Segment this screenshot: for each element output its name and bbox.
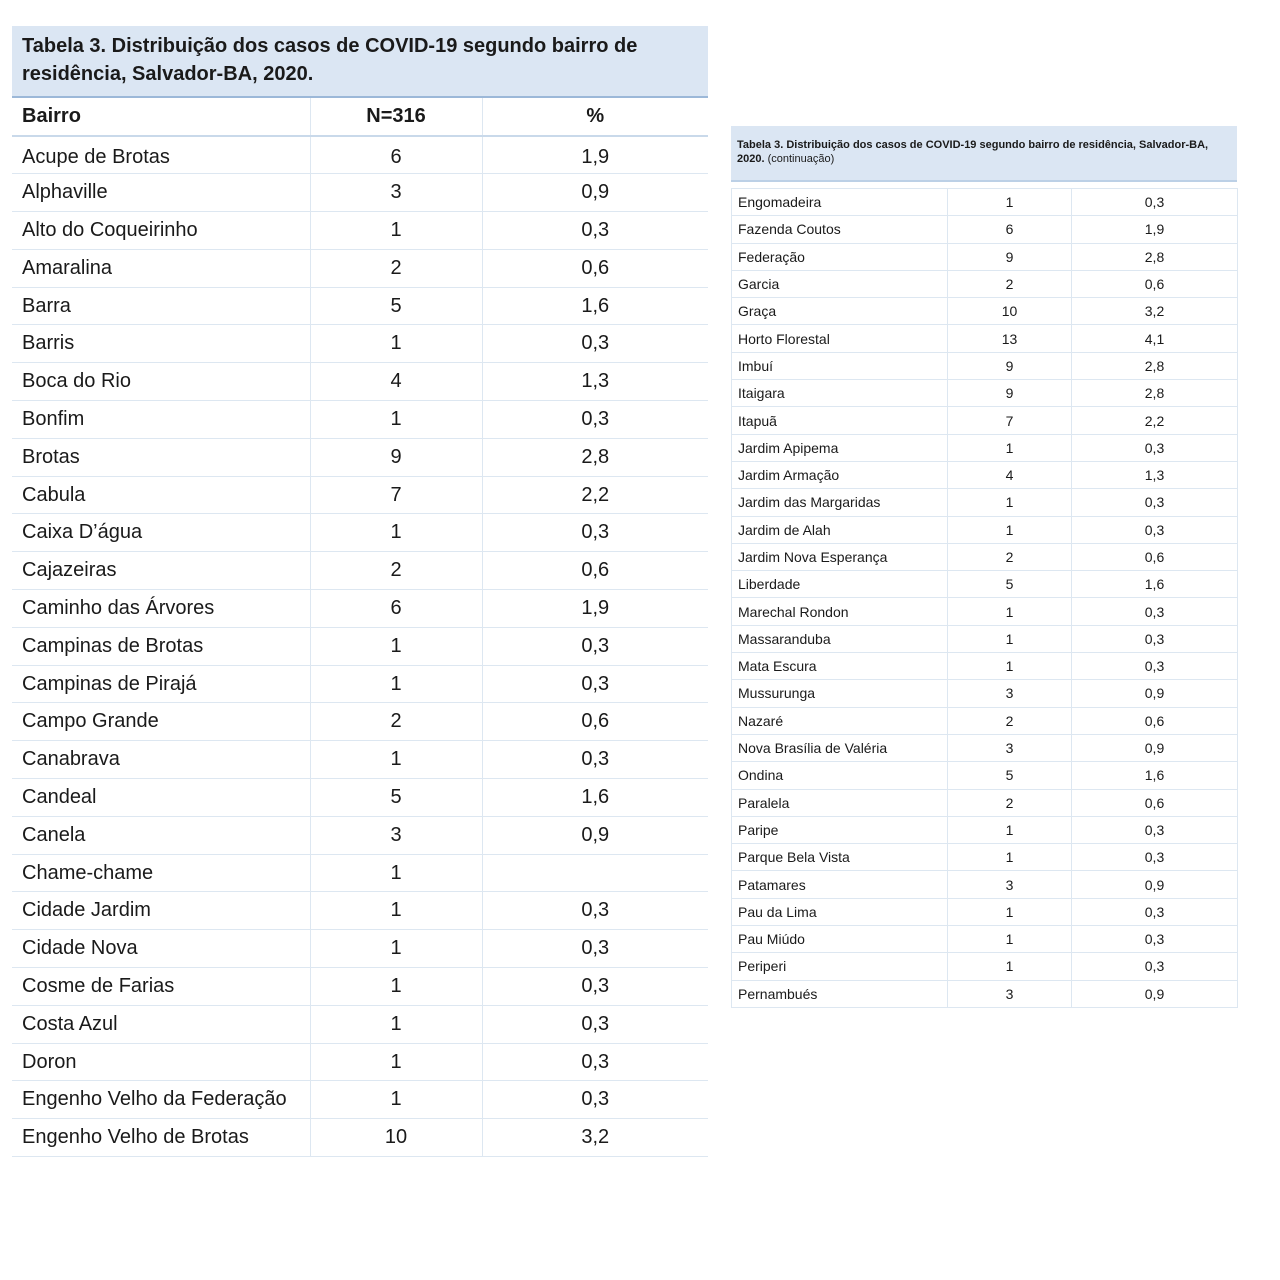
cell-bairro: Cidade Jardim	[12, 892, 310, 930]
cell-percent: 0,3	[482, 1043, 708, 1081]
table-row	[12, 287, 708, 325]
cell-percent: 0,6	[1072, 270, 1238, 297]
cell-n: 5	[948, 571, 1072, 598]
table-row	[732, 789, 1238, 816]
table-row	[732, 598, 1238, 625]
cell-bairro: Garcia	[732, 270, 948, 297]
cell-percent: 4,1	[1072, 325, 1238, 352]
cell-bairro: Jardim das Margaridas	[732, 489, 948, 516]
table-body	[732, 189, 1238, 1008]
cell-percent: 0,9	[1072, 871, 1238, 898]
cell-percent: 0,3	[482, 930, 708, 968]
cell-n: 1	[948, 953, 1072, 980]
table-row	[12, 325, 708, 363]
table-row	[732, 352, 1238, 379]
cell-bairro: Campinas de Brotas	[12, 627, 310, 665]
table-row	[732, 680, 1238, 707]
cell-n: 1	[948, 598, 1072, 625]
cell-n: 7	[948, 407, 1072, 434]
cell-n: 1	[310, 930, 482, 968]
table-row	[732, 298, 1238, 325]
cell-n: 9	[948, 243, 1072, 270]
cell-percent: 0,9	[1072, 680, 1238, 707]
cell-n: 13	[948, 325, 1072, 352]
table-row	[12, 438, 708, 476]
table-row	[732, 707, 1238, 734]
table-title-continuation	[731, 126, 1237, 182]
cell-n: 2	[310, 249, 482, 287]
cell-n: 1	[310, 627, 482, 665]
cell-bairro: Nazaré	[732, 707, 948, 734]
cell-percent: 1,3	[482, 363, 708, 401]
table-row	[732, 216, 1238, 243]
cell-percent: 2,8	[1072, 243, 1238, 270]
cell-bairro: Imbuí	[732, 352, 948, 379]
cell-percent: 0,3	[1072, 434, 1238, 461]
cell-n: 1	[310, 325, 482, 363]
cell-bairro: Engenho Velho de Brotas	[12, 1119, 310, 1157]
cell-percent: 0,3	[1072, 816, 1238, 843]
cell-bairro: Ondina	[732, 762, 948, 789]
table-row	[732, 816, 1238, 843]
cell-bairro: Marechal Rondon	[732, 598, 948, 625]
cell-n: 1	[310, 665, 482, 703]
cell-percent: 2,8	[1072, 380, 1238, 407]
cell-percent: 1,3	[1072, 461, 1238, 488]
table-row	[12, 174, 708, 212]
cell-percent: 0,9	[482, 816, 708, 854]
cell-bairro: Campo Grande	[12, 703, 310, 741]
cell-percent: 0,3	[1072, 844, 1238, 871]
cell-percent: 1,6	[1072, 571, 1238, 598]
cell-bairro: Doron	[12, 1043, 310, 1081]
cell-percent: 0,6	[1072, 543, 1238, 570]
cell-bairro: Horto Florestal	[732, 325, 948, 352]
table-row	[732, 571, 1238, 598]
cell-bairro: Pau da Lima	[732, 898, 948, 925]
cell-n: 5	[310, 779, 482, 817]
cell-percent: 0,3	[1072, 953, 1238, 980]
cell-bairro: Paripe	[732, 816, 948, 843]
cell-bairro: Brotas	[12, 438, 310, 476]
cell-percent: 1,6	[482, 287, 708, 325]
cell-percent: 0,3	[482, 741, 708, 779]
cell-bairro: Parque Bela Vista	[732, 844, 948, 871]
cell-bairro: Alto do Coqueirinho	[12, 212, 310, 250]
cell-n: 1	[310, 1043, 482, 1081]
table-row	[732, 516, 1238, 543]
cell-n: 1	[310, 892, 482, 930]
table-row	[12, 968, 708, 1006]
table-row	[12, 816, 708, 854]
cell-percent: 2,2	[482, 476, 708, 514]
cell-percent: 0,6	[482, 552, 708, 590]
cell-n: 1	[948, 653, 1072, 680]
cell-bairro: Engomadeira	[732, 189, 948, 216]
table-row	[12, 627, 708, 665]
cell-n: 3	[948, 871, 1072, 898]
table-row	[732, 270, 1238, 297]
cell-bairro: Cabula	[12, 476, 310, 514]
cell-percent: 0,3	[482, 1081, 708, 1119]
table-row	[12, 930, 708, 968]
cell-bairro: Nova Brasília de Valéria	[732, 734, 948, 761]
table-row	[732, 461, 1238, 488]
cell-n: 1	[948, 625, 1072, 652]
cell-percent: 0,9	[1072, 980, 1238, 1007]
cell-n: 1	[310, 968, 482, 1006]
cell-percent: 0,3	[482, 665, 708, 703]
cell-bairro: Caixa D’água	[12, 514, 310, 552]
table-row	[12, 212, 708, 250]
cell-percent: 3,2	[1072, 298, 1238, 325]
table-row	[732, 734, 1238, 761]
cell-bairro: Jardim Nova Esperança	[732, 543, 948, 570]
cell-bairro: Jardim de Alah	[732, 516, 948, 543]
cell-n: 7	[310, 476, 482, 514]
cell-n: 4	[310, 363, 482, 401]
cell-n: 1	[948, 434, 1072, 461]
table-row	[12, 1119, 708, 1157]
table-row	[12, 552, 708, 590]
table-row	[12, 1043, 708, 1081]
cell-bairro: Cosme de Farias	[12, 968, 310, 1006]
cell-percent: 0,9	[1072, 734, 1238, 761]
cell-n: 6	[310, 136, 482, 174]
cell-percent: 0,3	[482, 627, 708, 665]
table-row	[732, 543, 1238, 570]
table-row	[12, 136, 708, 174]
cell-percent: 0,3	[1072, 653, 1238, 680]
cell-n: 1	[310, 741, 482, 779]
cell-percent: 0,3	[1072, 926, 1238, 953]
cell-n: 3	[310, 174, 482, 212]
cell-percent: 0,3	[482, 401, 708, 439]
cell-percent: 0,3	[482, 968, 708, 1006]
cell-bairro: Cidade Nova	[12, 930, 310, 968]
table-row	[12, 1081, 708, 1119]
table-row	[12, 665, 708, 703]
cell-n: 2	[310, 703, 482, 741]
cell-n: 1	[310, 212, 482, 250]
table-row	[732, 380, 1238, 407]
cell-percent: 0,3	[1072, 489, 1238, 516]
cell-n: 10	[310, 1119, 482, 1157]
cell-n: 1	[948, 898, 1072, 925]
cell-n: 2	[310, 552, 482, 590]
cell-n: 1	[310, 854, 482, 892]
cell-n: 3	[948, 680, 1072, 707]
cell-bairro: Candeal	[12, 779, 310, 817]
cell-n: 2	[948, 707, 1072, 734]
cell-n: 1	[948, 489, 1072, 516]
table-row	[732, 625, 1238, 652]
cell-n: 1	[310, 1005, 482, 1043]
header-percent: %	[482, 98, 708, 136]
cell-bairro: Acupe de Brotas	[12, 136, 310, 174]
cell-bairro: Mata Escura	[732, 653, 948, 680]
table-row	[732, 243, 1238, 270]
cell-bairro: Amaralina	[12, 249, 310, 287]
cell-bairro: Boca do Rio	[12, 363, 310, 401]
table-row	[732, 953, 1238, 980]
cell-bairro: Barris	[12, 325, 310, 363]
cell-bairro: Periperi	[732, 953, 948, 980]
cell-n: 3	[310, 816, 482, 854]
cell-percent: 0,3	[1072, 598, 1238, 625]
table-row	[732, 926, 1238, 953]
cell-percent: 0,6	[1072, 707, 1238, 734]
cell-bairro: Jardim Armação	[732, 461, 948, 488]
cell-percent: 0,3	[482, 892, 708, 930]
cell-percent: 0,6	[482, 249, 708, 287]
cell-bairro: Federação	[732, 243, 948, 270]
cell-percent: 0,3	[482, 1005, 708, 1043]
cell-percent: 1,6	[482, 779, 708, 817]
cell-n: 10	[948, 298, 1072, 325]
cell-bairro: Pernambués	[732, 980, 948, 1007]
cell-n: 1	[948, 926, 1072, 953]
cell-bairro: Bonfim	[12, 401, 310, 439]
cell-percent: 0,6	[1072, 789, 1238, 816]
cell-bairro: Canela	[12, 816, 310, 854]
table-row	[12, 476, 708, 514]
cell-n: 3	[948, 734, 1072, 761]
cell-n: 1	[310, 401, 482, 439]
cell-n: 2	[948, 789, 1072, 816]
continuation-label: (continuação)	[767, 153, 835, 165]
table-right	[731, 126, 1237, 1008]
cell-n: 1	[310, 514, 482, 552]
table-row	[732, 325, 1238, 352]
cell-bairro: Massaranduba	[732, 625, 948, 652]
header-n: N=316	[310, 98, 482, 136]
cell-percent: 3,2	[482, 1119, 708, 1157]
cell-n: 6	[948, 216, 1072, 243]
table-title-text: Tabela 3. Distribuição dos casos de COVID-19 segundo bairro de residência, Salvador-BA, 2020.	[737, 139, 1209, 165]
cell-n: 9	[310, 438, 482, 476]
table-row	[12, 514, 708, 552]
cell-bairro: Barra	[12, 287, 310, 325]
cell-n: 1	[948, 516, 1072, 543]
cell-bairro: Jardim Apipema	[732, 434, 948, 461]
table-row	[732, 407, 1238, 434]
data-table	[12, 98, 708, 1157]
cell-percent: 0,3	[1072, 189, 1238, 216]
cell-n: 6	[310, 590, 482, 628]
table-left	[12, 26, 708, 1157]
cell-bairro: Alphaville	[12, 174, 310, 212]
table-row	[732, 189, 1238, 216]
cell-n: 2	[948, 543, 1072, 570]
cell-percent: 1,9	[482, 590, 708, 628]
cell-bairro: Patamares	[732, 871, 948, 898]
cell-n: 1	[948, 189, 1072, 216]
table-row	[732, 980, 1238, 1007]
cell-bairro: Canabrava	[12, 741, 310, 779]
cell-n: 9	[948, 352, 1072, 379]
cell-n: 9	[948, 380, 1072, 407]
cell-percent: 0,3	[482, 325, 708, 363]
table-row	[732, 489, 1238, 516]
table-row	[12, 401, 708, 439]
cell-bairro: Caminho das Árvores	[12, 590, 310, 628]
cell-n: 1	[948, 844, 1072, 871]
cell-bairro: Fazenda Coutos	[732, 216, 948, 243]
table-row	[732, 434, 1238, 461]
cell-percent: 0,3	[482, 212, 708, 250]
cell-bairro: Mussurunga	[732, 680, 948, 707]
table-row	[12, 249, 708, 287]
table-row	[12, 1005, 708, 1043]
cell-bairro: Costa Azul	[12, 1005, 310, 1043]
data-table	[731, 188, 1238, 1008]
cell-percent: 1,9	[1072, 216, 1238, 243]
cell-n: 5	[310, 287, 482, 325]
cell-percent: 0,3	[1072, 625, 1238, 652]
cell-percent: 2,8	[482, 438, 708, 476]
cell-percent: 2,8	[1072, 352, 1238, 379]
table-row	[12, 779, 708, 817]
cell-n: 1	[948, 816, 1072, 843]
header-row	[12, 98, 708, 136]
cell-percent: 0,3	[1072, 898, 1238, 925]
header-bairro: Bairro	[12, 98, 310, 136]
cell-bairro: Pau Miúdo	[732, 926, 948, 953]
cell-bairro: Paralela	[732, 789, 948, 816]
table-row	[12, 741, 708, 779]
cell-n: 2	[948, 270, 1072, 297]
cell-bairro: Graça	[732, 298, 948, 325]
table-row	[732, 871, 1238, 898]
cell-percent: 0,6	[482, 703, 708, 741]
cell-n: 3	[948, 980, 1072, 1007]
cell-percent: 2,2	[1072, 407, 1238, 434]
cell-bairro: Engenho Velho da Federação	[12, 1081, 310, 1119]
cell-bairro: Cajazeiras	[12, 552, 310, 590]
table-row	[732, 844, 1238, 871]
table-row	[12, 703, 708, 741]
cell-bairro: Itapuã	[732, 407, 948, 434]
cell-n: 1	[310, 1081, 482, 1119]
cell-percent	[482, 854, 708, 892]
table-row	[732, 653, 1238, 680]
table-title: Tabela 3. Distribuição dos casos de COVID-19 segundo bairro de residência, Salvador-BA, 2020.	[12, 26, 708, 98]
cell-bairro: Chame-chame	[12, 854, 310, 892]
table-row	[12, 590, 708, 628]
cell-percent: 1,6	[1072, 762, 1238, 789]
cell-n: 4	[948, 461, 1072, 488]
table-row	[12, 892, 708, 930]
table-row	[12, 854, 708, 892]
cell-percent: 0,3	[1072, 516, 1238, 543]
table-row	[732, 898, 1238, 925]
cell-n: 5	[948, 762, 1072, 789]
cell-percent: 0,9	[482, 174, 708, 212]
cell-percent: 0,3	[482, 514, 708, 552]
table-body	[12, 136, 708, 1157]
table-row	[732, 762, 1238, 789]
cell-bairro: Itaigara	[732, 380, 948, 407]
cell-percent: 1,9	[482, 136, 708, 174]
table-row	[12, 363, 708, 401]
cell-bairro: Campinas de Pirajá	[12, 665, 310, 703]
cell-bairro: Liberdade	[732, 571, 948, 598]
